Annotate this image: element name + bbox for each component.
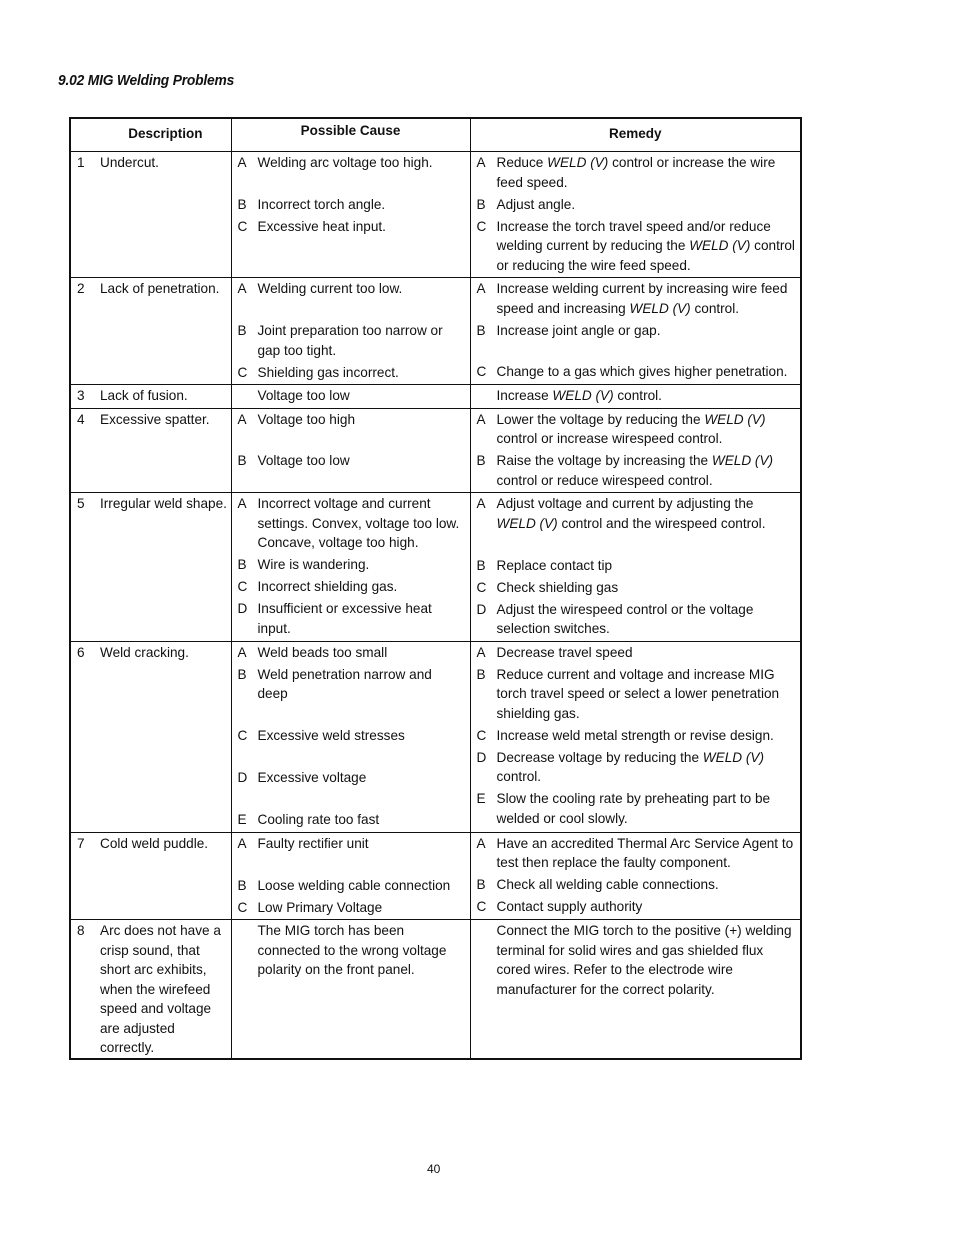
cause-text: Excessive heat input. (257, 219, 386, 234)
remedy-item (477, 665, 797, 724)
remedy-text: Have an accredited Thermal Arc Service Agent to test then replace the faulty component. (496, 835, 794, 870)
remedy-letter: B (476, 322, 486, 338)
remedy-letter: E (476, 791, 486, 806)
remedy-item (477, 600, 797, 639)
table-row (70, 920, 801, 1059)
cause-letter: E (237, 812, 247, 827)
problem-description: Arc does not have a crisp sound, that short arc exhibits, when the wirefeed speed and voltage are adjusted correctly. (100, 923, 221, 1055)
cause-item (238, 810, 466, 830)
remedy-text (497, 217, 797, 276)
table-row (70, 832, 801, 920)
remedy-item (477, 921, 797, 999)
remedy-text-part: Raise the voltage by increasing the (496, 453, 712, 468)
weld-control-label: WELD (V) (702, 749, 764, 765)
remedy-text: Adjust angle. (496, 196, 576, 212)
row-number: 3 (77, 388, 85, 403)
spacer (238, 301, 466, 321)
remedy-item (477, 748, 797, 787)
cause-item (238, 876, 466, 896)
cause-item (238, 665, 466, 704)
remedy-letter (477, 921, 497, 999)
problem-description: Weld cracking. (100, 644, 189, 660)
remedy-letter: D (476, 601, 487, 617)
remedy-text-part: Increase the torch travel speed and/or reduce welding current by reducing the (496, 218, 771, 253)
remedy-text-part: control or reducing the wire feed speed. (496, 238, 795, 273)
description-cell (70, 493, 231, 642)
row-number: 8 (77, 923, 85, 938)
remedy-item (477, 321, 797, 341)
header-possible-cause: Possible Cause (231, 118, 470, 152)
remedy-item (477, 153, 797, 192)
remedy-letter: B (476, 877, 486, 892)
remedy-item (477, 834, 797, 873)
remedy-text-part: control. (496, 769, 542, 784)
remedy-letter: A (476, 411, 486, 427)
remedy-letter: B (476, 196, 486, 212)
cause-cell (231, 493, 470, 642)
cause-cell (231, 920, 470, 1059)
cause-text: Low Primary Voltage (257, 899, 383, 915)
description-cell (70, 152, 231, 278)
remedy-item (477, 410, 797, 449)
problem-description: Lack of fusion. (100, 388, 188, 403)
cause-text: Excessive weld stresses (257, 728, 405, 743)
table-row (70, 408, 801, 493)
spacer (238, 706, 466, 726)
table-row (70, 278, 801, 385)
table-row (70, 641, 801, 832)
remedy-cell (470, 920, 801, 1059)
cause-letter: A (237, 155, 247, 170)
cause-text: Faulty rectifier unit (257, 835, 369, 851)
spacer (238, 175, 466, 195)
remedy-letter: C (476, 899, 487, 914)
remedy-text: Connect the MIG torch to the positive (+) welding terminal for solid wires and gas shielded flux cored wires. Refer to the electrode wire manufacturer for the correct polarity. (496, 923, 792, 997)
remedy-item (477, 556, 797, 576)
remedy-letter: D (476, 749, 487, 765)
remedy-text-part: control. (690, 300, 740, 316)
table-row (70, 152, 801, 278)
remedy-cell (470, 641, 801, 832)
remedy-cell (470, 152, 801, 278)
problem-description: Cold weld puddle. (100, 835, 209, 851)
cause-letter: C (237, 728, 248, 743)
description-cell (70, 832, 231, 920)
remedy-letter: C (476, 363, 487, 379)
cause-letter: A (237, 835, 247, 851)
cause-letter: B (237, 666, 247, 682)
row-number: 5 (77, 496, 85, 511)
cause-letter: D (237, 770, 248, 785)
spacer (238, 790, 466, 810)
spacer (238, 856, 466, 876)
remedy-text-part: control or increase the wire feed speed. (496, 155, 776, 190)
row-number: 4 (77, 411, 85, 427)
cause-letter: C (237, 219, 248, 234)
row-number: 7 (77, 835, 85, 851)
remedy-text (497, 386, 797, 406)
remedy-text-part: Reduce (496, 155, 548, 170)
remedy-item (477, 217, 797, 276)
cause-text: The MIG torch has been connected to the wrong voltage polarity on the front panel. (257, 923, 447, 977)
spacer (238, 432, 466, 451)
remedy-item (477, 578, 797, 598)
cause-cell (231, 152, 470, 278)
weld-control-label: WELD (V) (629, 300, 691, 316)
remedy-cell (470, 385, 801, 409)
remedy-letter: B (476, 666, 486, 682)
cause-text: Joint preparation too narrow or gap too tight. (257, 323, 443, 358)
remedy-text (497, 153, 797, 192)
cause-cell (231, 641, 470, 832)
row-number: 2 (77, 281, 85, 296)
remedy-text-part: control and the wirespeed control. (557, 515, 766, 531)
cause-text: Voltage too low (257, 388, 350, 403)
cause-letter: D (237, 601, 248, 616)
remedy-letter: C (476, 579, 487, 595)
weld-control-label: WELD (V) (496, 515, 558, 531)
cause-letter: C (237, 364, 248, 380)
remedy-item (477, 494, 797, 533)
cause-text: Incorrect shielding gas. (257, 579, 398, 594)
cause-item (238, 898, 466, 918)
weld-control-label: WELD (V) (704, 411, 766, 427)
remedy-cell (470, 408, 801, 493)
remedy-item (477, 451, 797, 490)
cause-item (238, 768, 466, 788)
remedy-item (477, 279, 797, 318)
remedy-text: Slow the cooling rate by preheating part to be welded or cool slowly. (496, 791, 771, 826)
weld-control-label: WELD (V) (711, 453, 774, 468)
remedy-cell (470, 832, 801, 920)
remedy-text (497, 451, 797, 490)
cause-item (238, 834, 466, 854)
cause-text: Shielding gas incorrect. (257, 364, 399, 380)
cause-text: Loose welding cable connection (257, 877, 451, 893)
cause-text: Weld beads too small (257, 644, 388, 660)
cause-text: Welding arc voltage too high. (257, 155, 433, 170)
remedy-item (477, 362, 797, 382)
cause-item (238, 279, 466, 299)
remedy-text: Change to a gas which gives higher penetration. (496, 363, 788, 379)
description-cell (70, 385, 231, 409)
weld-control-label: WELD (V) (552, 388, 614, 403)
remedy-letter: A (476, 496, 486, 511)
problem-description: Undercut. (100, 155, 159, 170)
cause-text: Incorrect torch angle. (257, 197, 386, 212)
remedy-text (497, 410, 797, 449)
remedy-text-part: control. (613, 388, 662, 403)
cause-item (238, 599, 466, 638)
table-row (70, 493, 801, 642)
header-remedy: Remedy (470, 118, 801, 152)
cause-letter: B (237, 452, 247, 468)
cause-letter: A (237, 496, 247, 511)
problem-description: Irregular weld shape. (100, 496, 227, 511)
cause-letter (238, 921, 258, 980)
remedy-text-part: control or reduce wirespeed control. (496, 472, 713, 488)
cause-letter: B (237, 877, 247, 893)
spacer (477, 343, 797, 362)
cause-cell (231, 278, 470, 385)
cause-item (238, 726, 466, 746)
remedy-letter: A (476, 644, 486, 660)
remedy-text: Check shielding gas (496, 579, 619, 595)
row-number: 1 (77, 155, 85, 170)
cause-item (238, 195, 466, 215)
remedy-cell (470, 493, 801, 642)
remedy-item (477, 789, 797, 828)
remedy-item (477, 386, 797, 406)
cause-letter (238, 386, 258, 406)
cause-text: Incorrect voltage and current settings. Convex, voltage too low. Concave, voltage too high. (257, 496, 460, 550)
remedy-letter: B (476, 453, 486, 468)
weld-control-label: WELD (V) (689, 238, 751, 253)
cause-text: Weld penetration narrow and deep (257, 666, 432, 701)
table-header-row (70, 118, 801, 152)
description-cell (70, 641, 231, 832)
cause-item (238, 363, 466, 383)
cause-text: Wire is wandering. (257, 557, 370, 572)
cause-item (238, 921, 466, 980)
remedy-text-part: Lower the voltage by reducing the (496, 411, 705, 427)
cause-cell (231, 385, 470, 409)
remedy-text: Increase joint angle or gap. (496, 322, 661, 338)
remedy-letter: C (476, 727, 487, 743)
cause-item (238, 577, 466, 597)
remedy-text: Increase weld metal strength or revise design. (496, 727, 774, 743)
remedy-text: Contact supply authority (496, 899, 643, 914)
remedy-letter: A (476, 835, 486, 851)
cause-text: Cooling rate too fast (257, 812, 380, 827)
cause-letter: B (237, 557, 247, 572)
remedy-item (477, 897, 797, 917)
remedy-text: Check all welding cable connections. (496, 877, 719, 892)
remedy-cell (470, 278, 801, 385)
remedy-text-part: Decrease voltage by reducing the (496, 749, 703, 765)
cause-letter: C (237, 579, 248, 594)
section-title: 9.02 MIG Welding Problems (58, 72, 235, 89)
cause-text: Voltage too high (257, 411, 356, 427)
description-cell (70, 408, 231, 493)
cause-item (238, 217, 466, 237)
remedy-letter: A (476, 155, 486, 170)
cause-text: Excessive voltage (257, 770, 367, 785)
cause-cell (231, 408, 470, 493)
cause-item (238, 643, 466, 663)
spacer (477, 536, 797, 556)
remedy-letter: B (476, 557, 486, 573)
row-number: 6 (77, 644, 85, 660)
header-description: Description (70, 118, 231, 152)
cause-letter: A (237, 281, 247, 296)
cause-text: Welding current too low. (257, 281, 403, 296)
remedy-text: Reduce current and voltage and increase MIG torch travel speed or select a lower penetration shielding gas. (496, 666, 780, 721)
problem-description: Excessive spatter. (100, 411, 210, 427)
cause-text: Voltage too low (257, 452, 350, 468)
table-row (70, 385, 801, 409)
cause-letter: B (237, 323, 247, 338)
remedy-letter: C (476, 218, 487, 234)
remedy-text: Decrease travel speed (496, 644, 633, 660)
remedy-item (477, 195, 797, 215)
remedy-text (497, 748, 797, 787)
cause-letter: B (237, 197, 247, 212)
remedy-text: Replace contact tip (496, 557, 613, 573)
cause-item (238, 321, 466, 360)
description-cell (70, 920, 231, 1059)
cause-letter: A (237, 411, 247, 427)
cause-item (238, 451, 466, 471)
cause-item (238, 494, 466, 553)
remedy-item (477, 643, 797, 663)
description-cell (70, 278, 231, 385)
remedy-item (477, 875, 797, 895)
spacer (238, 748, 466, 768)
remedy-text (497, 494, 797, 533)
weld-control-label: WELD (V) (547, 155, 609, 170)
troubleshooting-table (69, 117, 802, 1060)
remedy-text-part: Increase (496, 388, 553, 403)
cause-item (238, 555, 466, 575)
cause-letter: C (237, 899, 248, 915)
remedy-text: Adjust the wirespeed control or the voltage selection switches. (496, 601, 754, 636)
remedy-letter: A (476, 281, 486, 296)
remedy-text-part: Adjust voltage and current by adjusting the (496, 496, 754, 511)
remedy-letter (477, 386, 497, 406)
cause-cell (231, 832, 470, 920)
cause-text: Insufficient or excessive heat input. (257, 601, 432, 636)
cause-item (238, 386, 466, 406)
cause-letter: A (237, 644, 247, 660)
remedy-text-part: control or increase wirespeed control. (496, 431, 723, 446)
remedy-text (497, 279, 797, 318)
remedy-item (477, 726, 797, 746)
page-number: 40 (427, 1162, 441, 1176)
cause-item (238, 153, 466, 173)
cause-item (238, 410, 466, 430)
problem-description: Lack of penetration. (100, 281, 220, 296)
remedy-text-part: Increase welding current by increasing wire feed speed and increasing (496, 281, 788, 316)
